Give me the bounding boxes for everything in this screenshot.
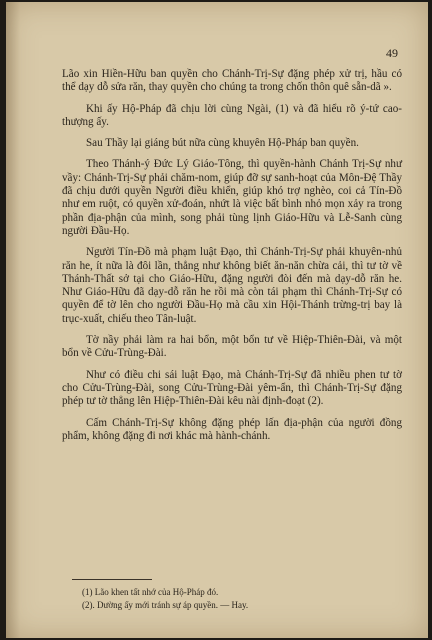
paragraph: Như có điều chi sái luật Đạo, mà Chánh-Trị-Sự đã nhiều phen tư tờ cho Cửu-Trùng-Đài, song Cửu-Trùng-Đài yêm-ẩn, thì Chánh-Trị-Sự đặng phép tư tờ thẳng lên Hiệp-Thiên-Đài kêu nài định-đoạt (2).	[62, 368, 402, 408]
paragraph: Người Tín-Đồ mà phạm luật Đạo, thì Chánh-Trị-Sự phải khuyên-nhủ răn he, ít nữa là đôi lần, thẳng như không biết ăn-năn chừa cải, thì tư tờ về Thánh-Thất sở tại cho Giáo-Hữu, đặng người đòi đến mà dạy-dỗ răn he. Như Giáo-Hữu đã dạy-dỗ răn he rồi mà còn tái phạm thì Chánh-Trị-Sự có quyền để tờ lên cho người Đầu-Họ mà cầu xin Hội-Thánh trừng-trị bay là trục-xuất, chiếu theo Tân-luật.	[62, 246, 402, 325]
paragraph: Theo Thánh-ý Đức Lý Giáo-Tông, thì quyền-hành Chánh Trị-Sự như vầy: Chánh-Trị-Sự phải chăm-nom, giúp đỡ sự sanh-hoạt của Môn-Đệ Thầy đã chịu dưới quyền Người điều khiển, giúp khó trợ nghèo, coi cả Tín-Đồ như em ruột, có quyền xử-đoán, nhứt là việc bất bình nhỏ mọn xảy ra trong phần địa-phận của mình, song phải tùng lịnh Giáo-Hữu và Lễ-Sanh cùng người Đầu-Họ.	[62, 158, 402, 237]
paragraph: Sau Thầy lại giáng bút nữa cùng khuyên Hộ-Pháp ban quyền.	[86, 137, 359, 150]
page-number: 49	[386, 46, 398, 60]
footnotes	[82, 586, 392, 612]
footnote-divider	[72, 579, 152, 580]
paragraph: Tờ nầy phải làm ra hai bổn, một bổn tư về Hiệp-Thiên-Đài, và một bổn về Cửu-Trùng-Đài.	[62, 334, 402, 360]
paragraph: Cấm Chánh-Trị-Sự không đặng phép lấn địa-phận của người đồng phẩm, không đặng đi nơi khác mà hành-chánh.	[62, 416, 402, 442]
book-page	[6, 2, 428, 638]
body-text	[62, 68, 402, 451]
paragraph: Khi ấy Hộ-Pháp đã chịu lời cùng Ngài, (1) và đã hiểu rõ ý-tứ cao-thượng ấy.	[62, 102, 402, 128]
paragraph: Lão xin Hiền-Hữu ban quyền cho Chánh-Trị-Sự đặng phép xử trị, hầu có thể dạy dỗ sửa răn, thay quyền cho chúng ta trong chốn thôn quê sẵn-dã ».	[62, 68, 402, 94]
footnote: (1) Lão khen tất nhớ của Hộ-Pháp đó.	[82, 587, 219, 597]
footnote: (2). Dường ấy mới tránh sự áp quyền. — Hay.	[82, 600, 249, 610]
